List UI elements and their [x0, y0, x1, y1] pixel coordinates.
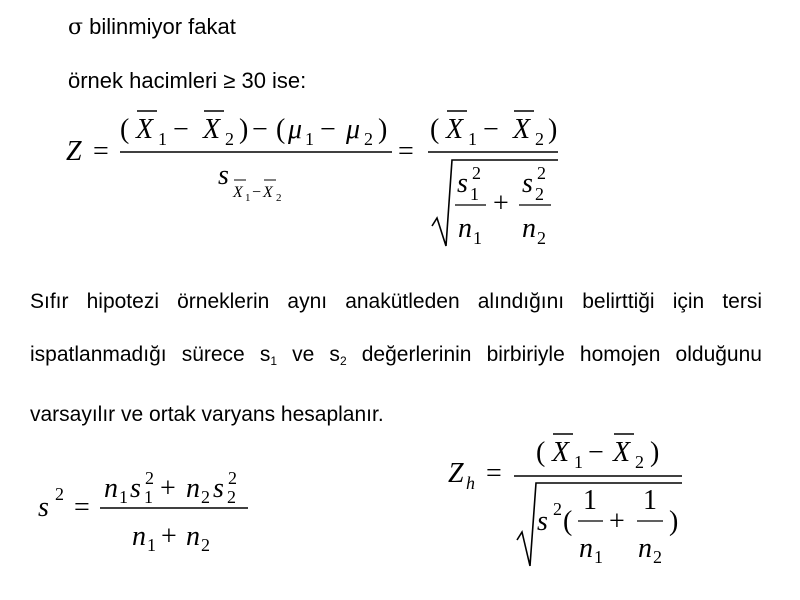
- svg-text:(: (: [563, 506, 573, 537]
- svg-text:2: 2: [201, 487, 210, 507]
- svg-text:1: 1: [119, 487, 128, 507]
- svg-text:2: 2: [653, 547, 662, 567]
- svg-text:(: (: [536, 437, 546, 468]
- svg-text:2: 2: [635, 452, 644, 472]
- svg-text:s: s: [218, 160, 229, 191]
- svg-text:−: −: [483, 114, 499, 145]
- svg-text:1: 1: [468, 129, 477, 149]
- svg-text:+: +: [160, 473, 176, 504]
- svg-text:s: s: [38, 492, 49, 523]
- svg-text:X: X: [446, 114, 464, 145]
- svg-text:): ): [239, 114, 249, 145]
- sigma-symbol: σ: [68, 15, 84, 40]
- svg-text:1: 1: [574, 452, 583, 472]
- paragraph-part-2: ve s: [277, 343, 340, 366]
- svg-text:): ): [650, 437, 660, 468]
- svg-text:X: X: [613, 437, 631, 468]
- paragraph-part-3: değerlerinin birbiriyle homojen olduğunu varsayılır ve ortak varyans hesaplanır.: [30, 343, 762, 426]
- svg-text:=: =: [398, 136, 414, 167]
- svg-text:2: 2: [55, 484, 64, 504]
- svg-text:=: =: [74, 492, 90, 523]
- svg-text:n: n: [579, 533, 593, 564]
- svg-text:s: s: [213, 473, 224, 504]
- svg-text:X: X: [263, 184, 273, 201]
- svg-text:2: 2: [145, 468, 154, 488]
- svg-text:Z: Z: [448, 458, 464, 489]
- svg-text:n: n: [104, 473, 118, 504]
- svg-text:n: n: [522, 213, 536, 244]
- svg-text:): ): [548, 114, 558, 145]
- svg-text:2: 2: [225, 129, 234, 149]
- svg-text:1: 1: [245, 192, 251, 204]
- svg-text:1: 1: [473, 228, 482, 248]
- svg-text:=: =: [93, 136, 109, 167]
- svg-text:μ: μ: [346, 114, 361, 145]
- s2-subscript: 2: [339, 354, 347, 368]
- svg-text:1: 1: [643, 485, 657, 516]
- svg-text:+: +: [161, 521, 177, 552]
- svg-text:n: n: [638, 533, 652, 564]
- svg-text:=: =: [486, 458, 502, 489]
- svg-text:2: 2: [227, 487, 236, 507]
- svg-text:+: +: [493, 188, 509, 219]
- svg-text:−: −: [173, 114, 189, 145]
- svg-text:n: n: [186, 521, 200, 552]
- svg-text:1: 1: [583, 485, 597, 516]
- svg-text:X: X: [203, 114, 221, 145]
- svg-text:2: 2: [535, 184, 544, 204]
- svg-text:Z: Z: [66, 136, 82, 167]
- line2-text: örnek hacimleri ≥ 30 ise:: [68, 68, 307, 93]
- svg-text:μ: μ: [288, 114, 303, 145]
- svg-text:2: 2: [472, 163, 481, 183]
- svg-text:2: 2: [553, 499, 562, 519]
- svg-text:1: 1: [144, 487, 153, 507]
- svg-text:): ): [669, 506, 679, 537]
- svg-text:2: 2: [535, 129, 544, 149]
- line1-text: bilinmiyor fakat: [83, 14, 236, 39]
- svg-text:s: s: [522, 168, 533, 199]
- svg-text:+: +: [609, 506, 625, 537]
- svg-text:−: −: [588, 437, 604, 468]
- svg-text:X: X: [136, 114, 154, 145]
- svg-text:): ): [378, 114, 388, 145]
- svg-text:2: 2: [228, 468, 237, 488]
- s1-subscript: 1: [270, 354, 278, 368]
- svg-text:s: s: [130, 473, 141, 504]
- svg-text:−: −: [252, 114, 268, 145]
- svg-text:(: (: [430, 114, 440, 145]
- svg-text:1: 1: [147, 535, 156, 555]
- svg-text:h: h: [466, 473, 475, 493]
- svg-text:X: X: [233, 184, 243, 201]
- svg-text:−: −: [320, 114, 336, 145]
- svg-text:−: −: [252, 184, 262, 201]
- svg-text:2: 2: [364, 129, 373, 149]
- svg-text:2: 2: [201, 535, 210, 555]
- svg-text:X: X: [552, 437, 570, 468]
- svg-text:n: n: [186, 473, 200, 504]
- svg-text:2: 2: [537, 228, 546, 248]
- svg-text:s: s: [457, 168, 468, 199]
- svg-text:X: X: [513, 114, 531, 145]
- svg-text:1: 1: [470, 184, 479, 204]
- svg-text:1: 1: [158, 129, 167, 149]
- svg-text:n: n: [458, 213, 472, 244]
- svg-text:n: n: [132, 521, 146, 552]
- svg-text:2: 2: [276, 192, 282, 204]
- svg-text:(: (: [120, 114, 130, 145]
- svg-text:1: 1: [594, 547, 603, 567]
- paragraph-part-1: Sıfır hipotezi örneklerin aynı anakütleden alındığını belirttiği için tersi ispatlanmadığı sürece s: [30, 290, 762, 366]
- svg-text:(: (: [276, 114, 286, 145]
- svg-text:1: 1: [305, 129, 314, 149]
- svg-text:s: s: [537, 506, 548, 537]
- svg-text:2: 2: [537, 163, 546, 183]
